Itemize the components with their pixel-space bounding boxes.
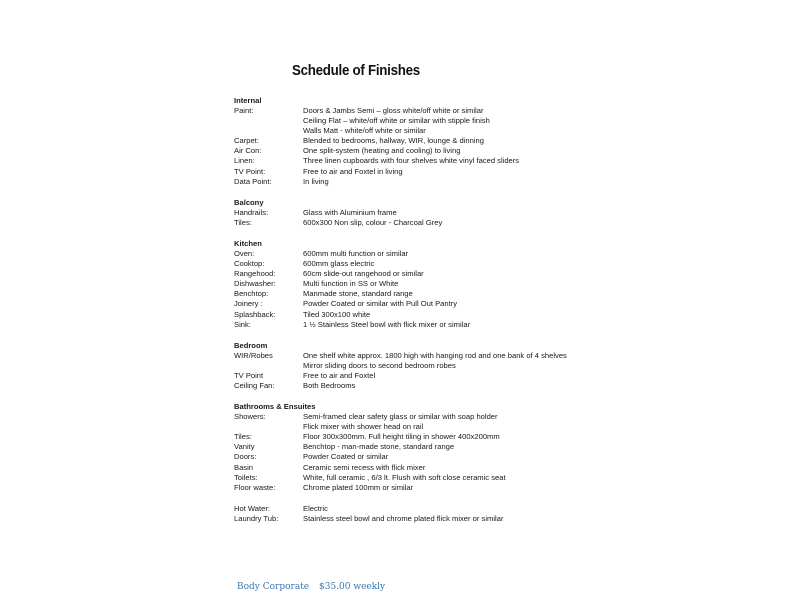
row-value: Mirror sliding doors to second bedroom robes xyxy=(303,360,456,370)
row-label: Splashback: xyxy=(234,309,276,319)
row-value: Walls Matt - white/off white or similar xyxy=(303,126,426,136)
schedule-row xyxy=(234,504,794,514)
row-label: Toilets: xyxy=(234,472,258,482)
row-label: Doors: xyxy=(234,452,257,462)
schedule-row xyxy=(234,167,794,177)
schedule-row xyxy=(234,106,794,136)
row-value: Tiled 300x100 white xyxy=(303,309,371,319)
schedule-row xyxy=(234,269,794,279)
schedule-row xyxy=(234,208,794,218)
row-label: TV Point xyxy=(234,370,264,380)
row-value: White, full ceramic , 6/3 lt. Flush with soft close ceramic seat xyxy=(303,472,506,482)
section-heading: Bedroom xyxy=(234,340,268,350)
schedule-row xyxy=(234,259,794,269)
row-value: One shelf white approx. 1800 high with hanging rod and one bank of 4 shelves xyxy=(303,350,567,360)
schedule-row xyxy=(234,432,794,442)
body-corporate-amount: $35.00 weekly xyxy=(319,582,386,592)
row-label: Hot Water: xyxy=(234,503,271,513)
section-balcony xyxy=(234,198,794,228)
schedule-row xyxy=(234,371,794,381)
row-label: WIR/Robes xyxy=(234,350,273,360)
row-label: Data Point: xyxy=(234,176,272,186)
row-value: Blended to bedrooms, hallway, WIR, lounge & dinning xyxy=(303,136,484,146)
row-value: 1 ½ Stainless Steel bowl with flick mixer or similar xyxy=(303,319,471,329)
row-label: TV Point: xyxy=(234,166,266,176)
row-label: Dishwasher: xyxy=(234,279,276,289)
schedule-row xyxy=(234,351,794,371)
row-value: Electric xyxy=(303,503,328,513)
row-label: Handrails: xyxy=(234,207,269,217)
schedule-row xyxy=(234,289,794,299)
row-label: Rangehood: xyxy=(234,269,276,279)
row-label: Tiles: xyxy=(234,217,252,227)
row-value: One split-system (heating and cooling) to living xyxy=(303,146,461,156)
row-value: Manmade stone, standard range xyxy=(303,289,413,299)
schedule-row xyxy=(234,299,794,309)
row-value: Ceiling Flat – white/off white or similar with stipple finish xyxy=(303,116,490,126)
row-value: Glass with Aluminium frame xyxy=(303,207,397,217)
schedule-row xyxy=(234,320,794,330)
row-value: Free to air and Foxtel in living xyxy=(303,166,403,176)
row-value: Powder Coated or similar with Pull Out Pantry xyxy=(303,299,458,309)
row-label: Oven: xyxy=(234,248,255,258)
row-label: Linen: xyxy=(234,156,255,166)
schedule-row xyxy=(234,310,794,320)
row-value: 600x300 Non slip, colour - Charcoal Grey xyxy=(303,217,443,227)
row-value: In living xyxy=(303,176,329,186)
schedule-row xyxy=(234,136,794,146)
row-value: Multi function in SS or White xyxy=(303,279,399,289)
row-value: Benchtop - man-made stone, standard range xyxy=(303,442,455,452)
row-value: Three linen cupboards with four shelves white vinyl faced sliders xyxy=(303,156,520,166)
section-bedroom xyxy=(234,341,794,391)
schedule-row xyxy=(234,146,794,156)
row-label: Tiles: xyxy=(234,432,252,442)
schedule-row xyxy=(234,177,794,187)
body-corporate-label: Body Corporate xyxy=(237,582,310,592)
section-kitchen xyxy=(234,239,794,330)
schedule-row xyxy=(234,442,794,452)
row-value: 600mm multi function or similar xyxy=(303,248,409,258)
schedule-row xyxy=(234,483,794,493)
schedule-row xyxy=(234,473,794,483)
section-heading: Balcony xyxy=(234,197,264,207)
row-value: Flick mixer with shower head on rail xyxy=(303,422,424,432)
utilities-block xyxy=(234,504,794,524)
row-label: Cooktop: xyxy=(234,259,265,269)
schedule-row xyxy=(234,514,794,524)
row-label: Vanity xyxy=(234,442,255,452)
row-value: 60cm slide-out rangehood or similar xyxy=(303,269,424,279)
row-value: Ceramic semi recess with flick mixer xyxy=(303,462,426,472)
row-label: Joinery : xyxy=(234,299,263,309)
section-heading: Kitchen xyxy=(234,238,262,248)
row-label: Showers: xyxy=(234,412,266,422)
row-value: Powder Coated or similar xyxy=(303,452,389,462)
schedule-row xyxy=(234,156,794,166)
row-value: Semi-framed clear safety glass or similar with soap holder xyxy=(303,412,498,422)
row-value: 600mm glass electric xyxy=(303,259,375,269)
schedule-row xyxy=(234,249,794,259)
row-label: Paint: xyxy=(234,106,254,115)
row-value: Stainless steel bowl and chrome plated flick mixer or similar xyxy=(303,513,504,523)
finishes-schedule xyxy=(234,96,794,524)
row-value: Chrome plated 100mm or similar xyxy=(303,482,414,492)
schedule-row xyxy=(234,218,794,228)
schedule-row xyxy=(234,412,794,432)
schedule-row xyxy=(234,381,794,391)
row-value: Both Bedrooms xyxy=(303,380,356,390)
row-label: Carpet: xyxy=(234,136,259,146)
row-value: Doors & Jambs Semi – gloss white/off white or similar xyxy=(303,106,484,115)
section-bathrooms-ensuites xyxy=(234,402,794,493)
row-label: Floor waste: xyxy=(234,482,276,492)
row-label: Benchtop: xyxy=(234,289,269,299)
row-label: Air Con: xyxy=(234,146,262,156)
row-label: Ceiling Fan: xyxy=(234,380,275,390)
section-internal xyxy=(234,96,794,187)
schedule-row xyxy=(234,452,794,462)
schedule-row xyxy=(234,463,794,473)
row-label: Basin xyxy=(234,462,253,472)
row-value: Floor 300x300mm. Full height tiling in shower 400x200mm xyxy=(303,432,500,442)
row-value: Free to air and Foxtel xyxy=(303,370,376,380)
body-corporate-fee xyxy=(237,582,385,592)
section-heading: Internal xyxy=(234,96,262,105)
row-label: Laundry Tub: xyxy=(234,513,279,523)
document-title: Schedule of Finishes xyxy=(292,63,420,79)
section-heading: Bathrooms & Ensuites xyxy=(234,402,316,412)
schedule-row xyxy=(234,279,794,289)
row-label: Sink: xyxy=(234,319,251,329)
